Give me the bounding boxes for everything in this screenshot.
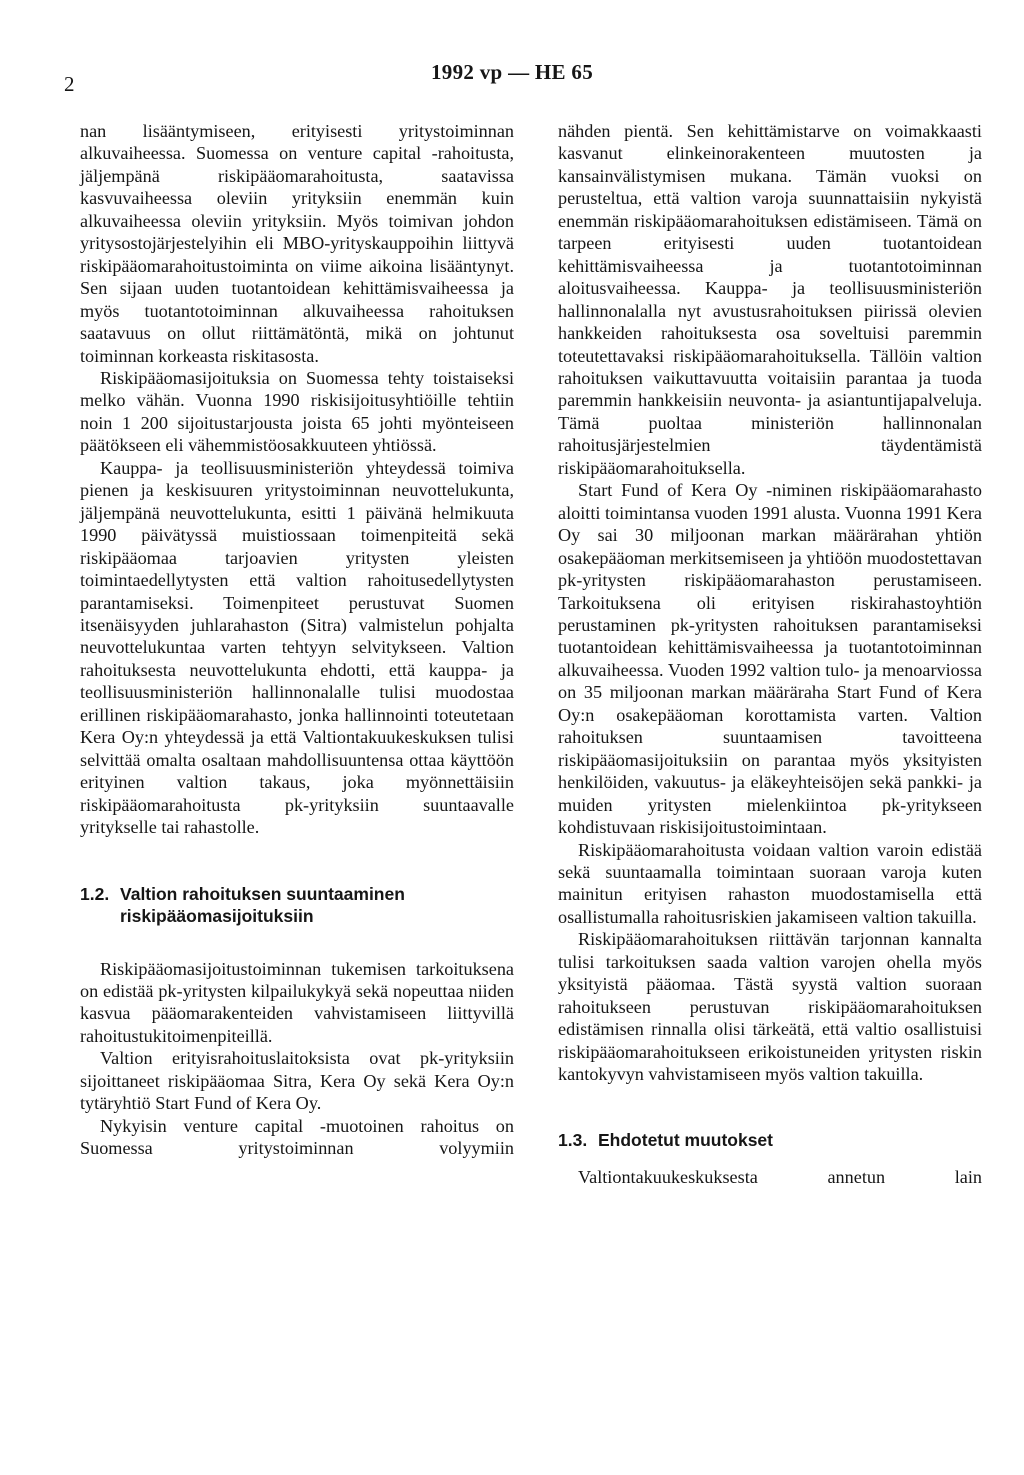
section-title-1-2: Valtion rahoituksen suuntaaminen riskipääomasijoituksiin (120, 883, 405, 926)
left-paragraph-1: nan lisääntymiseen, erityisesti yritystoiminnan alkuvaiheessa. Suomessa on venture capital -rahoitusta, jäljempänä riskipääomarahoitusta, saatavissa kasvuvaiheessa oleviin yrityksiin enemmän kuin alkuvaiheessa oleviin yrityksiin. Myös toimivan johdon yritysostojärjestelyihin eli MBO-yrityskauppoihin liittyvä riskipääomarahoitustoiminta on viime aikoina lisääntynyt. Sen sijaan uuden tuotantoidean kehittämisvaiheessa ja myös tuotantotoiminnan alkuvaiheessa rahoituksen saatavuus on ollut riittämätöntä, mikä on johtunut toiminnan korkeasta riskitasosta. (80, 121, 514, 366)
left-paragraph-2: Riskipääomasijoituksia on Suomessa tehty toistaiseksi melko vähän. Vuonna 1990 riskisijoitusyhtiöille tehtiin noin 1 200 sijoitustarjousta joista 65 johti myönteiseen päätökseen eli vähemmistöosakkuuteen yhtiössä. (80, 367, 514, 456)
right-paragraph-1: nähden pientä. Sen kehittämistarve on voimakkaasti kasvanut elinkeinorakenteen muutosten ja kansainvälistymisen mukana. Tämän vuoksi on perusteltua, että valtion varoja suunnattaisiin nykyistä enemmän riskipääomarahoituksen edistämiseen. Tämä on tarpeen erityisesti uuden tuotantoidean kehittämisvaiheessa ja tuotantotoiminnan aloitusvaiheessa. Kauppa- ja teollisuusministeriön hallinnonalalla nyt avustusrahoituksen piirissä olevien hankkeiden rahoituksesta osa soveltuisi paremmin toteutettavaksi riskipääomarahoituksella. Tällöin valtion rahoituksen vaikuttavuutta voitaisiin parantaa ja tuoda paremmin hankkeisiin neuvonta- ja asiantuntijapalveluja. Tämä puoltaa ministeriön hallinnonalan rahoitusjärjestelmien täydentämistä riskipääomarahoituksella. (558, 121, 982, 478)
running-header: 1992 vp — HE 65 (430, 60, 594, 84)
right-paragraph-5: Valtiontakuukeskuksesta annetun lain (578, 1166, 982, 1187)
right-paragraph-3: Riskipääomarahoitusta voidaan valtion varoin edistää sekä suuntaamalla toimintaan suoraan varoja kuten mainitun erityisen rahaston muodostamisella että osallistumalla rahoitusriskien jakamiseen valtion takuilla. (558, 839, 982, 927)
right-paragraph-2: Start Fund of Kera Oy -niminen riskipääomarahasto aloitti toimintansa vuoden 1991 alusta. Vuonna 1991 Kera Oy sai 30 miljoonan markan määrärahan yhtiön osakepääoman merkitsemiseen ja yhtiöön muodostettavan pk-yritysten riskipääomarahaston perustamiseen. Tarkoituksena oli erityisen riskirahastoyhtiön perustaminen pk-yritysten rahoituksen parantamiseksi tuotantoidean kehittämisvaiheessa ja tuotantotoiminnan alkuvaiheessa. Vuoden 1992 valtion tulo- ja menoarviossa on 35 miljoonan markan määräraha Start Fund of Kera Oy:n osakepääoman korottamista varten. Valtion rahoituksen suuntaamisen tavoitteena riskipääomasijoituksiin on parantaa myös yksityisten henkilöiden, vakuutus- ja eläkeyhteisöjen sekä pankki- ja muiden yritysten mielenkiintoa pk-yritykseen kohdistuvaan riskisijoitustoimintaan. (558, 480, 982, 838)
left-paragraph-6: Nykyisin venture capital -muotoinen rahoitus on Suomessa yritystoiminnan volyymiin (80, 1115, 514, 1159)
right-paragraph-4: Riskipääomarahoituksen riittävän tarjonnan kannalta tulisi tarkoituksen saada valtion varojen ohella myös yksityistä pääomaa. Tästä syystä valtion suoraan rahoitukseen perustuvan riskipääomarahoituksen edistämisen rinnalla olisi tärkeätä, että valtio osallistuisi riskipääomarahoitukseen erikoistuneiden yritysten riskin kantokyvyn vahvistamiseen myös valtion takuilla. (558, 929, 982, 1085)
page-number: 2 (64, 72, 75, 96)
section-number-1-3: 1.3. (558, 1130, 588, 1151)
left-column (80, 120, 514, 1160)
right-column (558, 120, 982, 1188)
left-paragraph-3: Kauppa- ja teollisuusministeriön yhteydessä toimiva pienen ja keskisuuren yritystoiminnan neuvottelukunta, jäljempänä neuvottelukunta, esitti 1 päivänä helmikuuta 1990 päivätyssä muistiossaan toimenpiteitä sekä riskipääomaa tarjoavien yritysten yleisten toimintaedellytysten että valtion rahoitusedellytysten parantamiseksi. Toimenpiteet perustuvat Suomen itsenäisyyden juhlarahaston (Sitra) valmistelun pohjalta neuvottelukuntaa varten tehtyyn selvitykseen. Valtion rahoituksesta neuvottelukunta ehdotti, että kauppa- ja teollisuusministeriön hallinnonalalle tulisi muodostaa erillinen riskipääomarahasto, jonka hallinnointi toteutetaan Kera Oy:n yhteydessä ja että Valtiontakuukeskuksen tulisi selvittää omalta osaltaan mahdollisuuntensa ottaa käyttöön erityinen valtion takaus, joka myönnettäisiin riskipääomarahoitusta pk-yrityksiin suuntaavalle yritykselle tai rahastolle. (80, 457, 514, 838)
section-title-1-3: Ehdotetut muutokset (598, 1130, 773, 1151)
section-heading-1-3 (558, 1129, 982, 1152)
section-number-1-2: 1.2. (80, 883, 110, 904)
left-paragraph-5: Valtion erityisrahoituslaitoksista ovat pk-yrityksiin sijoittaneet riskipääomaa Sitra, Kera Oy sekä Kera Oy:n tytäryhtiö Start Fund of Kera Oy. (80, 1048, 514, 1114)
left-paragraph-4: Riskipääomasijoitustoiminnan tukemisen tarkoituksena on edistää pk-yritysten kilpailukykyä sekä nopeuttaa niiden kasvua pääomarakenteiden vahvistamiseen liittyvillä rahoitustukitoimenpiteillä. (80, 958, 514, 1046)
section-heading-1-2 (80, 883, 514, 928)
